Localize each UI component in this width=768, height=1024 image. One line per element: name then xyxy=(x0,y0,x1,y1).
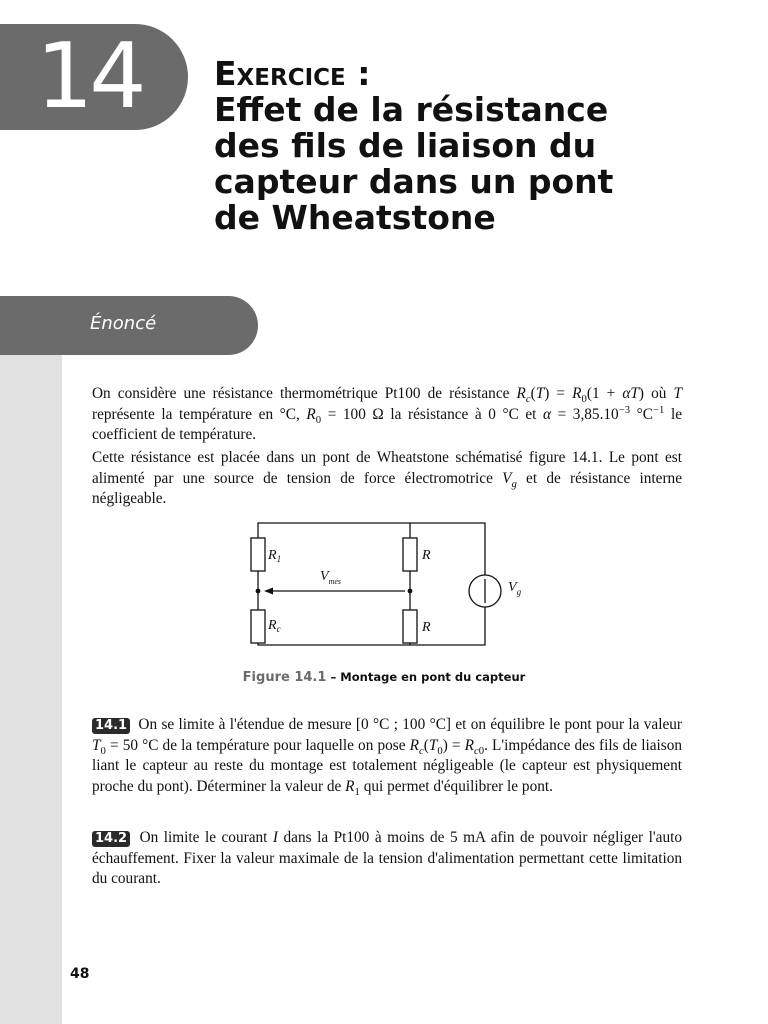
section-label: Énoncé xyxy=(90,313,157,334)
label-vg: $V_g$ xyxy=(508,580,522,597)
title-line-4: de Wheatstone xyxy=(214,198,496,237)
resistor-r-bottom xyxy=(403,610,417,643)
resistor-r-top xyxy=(403,538,417,571)
resistor-r1 xyxy=(251,538,265,571)
label-vmes: $V_{mes}$ xyxy=(320,569,342,586)
title-line-2: des fils de liaison du xyxy=(214,126,597,165)
resistor-rc xyxy=(251,610,265,643)
title-line-1: Effet de la résistance xyxy=(214,90,609,129)
wheatstone-circuit-diagram xyxy=(240,515,522,655)
question-14-2: 14.2 On limite le courant I dans la Pt100 à moins de 5 mA afin de pouvoir négliger l'auto échauffement. Fixer la valeur maximale de la tension d'alimentation permettant cette limitation du courant. xyxy=(92,829,683,887)
label-r-bottom: R xyxy=(422,620,431,635)
caption-text: – Montage en pont du capteur xyxy=(330,670,526,684)
caption-label: Figure 14.1 xyxy=(242,670,327,685)
paragraph-intro: On considère une résistance thermométrique Pt100 de résistance $R_c(T) = R_0(1 + \alpha T)$ où T représente la température en °C, $R_0 = 100$ Ω la résistance à 0 °C et $\alpha = 3,85.10^{-3}$ $^\circ C^{-1}$ le coefficient de température. xyxy=(92,385,682,443)
label-r-top: R xyxy=(422,548,431,563)
page-number: 48 xyxy=(70,966,90,982)
label-r1: $R_1$ xyxy=(268,548,282,564)
figure-caption xyxy=(0,670,768,685)
chapter-title xyxy=(214,56,734,236)
title-line-3: capteur dans un pont xyxy=(214,162,614,201)
vmes-arrow-head xyxy=(264,588,273,595)
left-margin-band xyxy=(0,355,62,1024)
label-rc: $R_c$ xyxy=(268,618,281,634)
question-badge: 14.2 xyxy=(92,831,130,847)
paragraph-bridge: Cette résistance est placée dans un pont de Wheatstone schématisé figure 14.1. Le pont est alimenté par une source de tension de force électromotrice $V_g$ et de résistance interne négligeable. xyxy=(92,449,682,507)
node-right xyxy=(408,589,413,594)
question-14-1: 14.1 On se limite à l'étendue de mesure [0 °C ; 100 °C] et on équilibre le pont pour la valeur $T_0 = 50$ °C de la température pour laquelle on pose $R_c(T_0) = R_{c0}$. L'impédance des fils de liaison liant le capteur au reste du montage est totalement négligeable (le capteur est physiquement proche du pont). Déterminer la valeur de $R_1$ qui permet d'équilibrer le pont. xyxy=(92,716,682,798)
chapter-number: 14 xyxy=(36,24,143,129)
circuit-outline-wire xyxy=(258,523,485,645)
node-left xyxy=(256,589,261,594)
question-badge: 14.1 xyxy=(92,718,130,734)
title-kicker: Exercice : xyxy=(214,54,371,93)
